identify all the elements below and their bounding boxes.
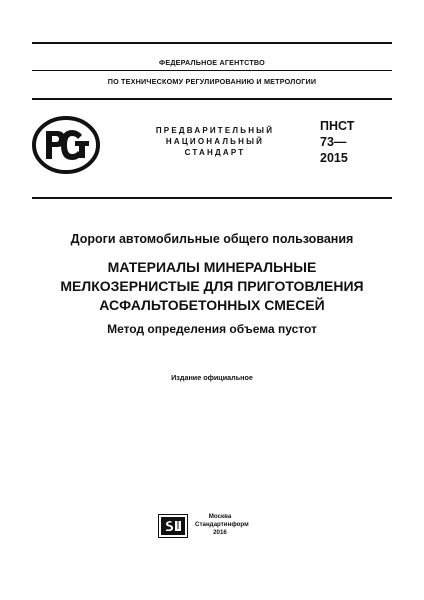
main-title-line-2: МЕЛКОЗЕРНИСТЫЕ ДЛЯ ПРИГОТОВЛЕНИЯ	[60, 278, 364, 294]
main-title-line-3: АСФАЛЬТОБЕТОННЫХ СМЕСЕЙ	[99, 297, 325, 313]
publisher-name: Стандартинформ	[195, 521, 249, 528]
top-rule	[32, 42, 392, 44]
main-title-line-1: МАТЕРИАЛЫ МИНЕРАЛЬНЫЕ	[107, 259, 317, 275]
publisher-city: Москва	[208, 513, 232, 520]
publisher-year: 2016	[213, 529, 227, 536]
agency-line-1: ФЕДЕРАЛЬНОЕ АГЕНТСТВО	[159, 58, 265, 67]
edition-label: Издание официальное	[171, 373, 253, 382]
document-subtitle: Дороги автомобильные общего пользования	[70, 232, 354, 246]
standard-type-line-3: СТАНДАРТ	[184, 148, 246, 157]
standard-code-line-3: 2015	[320, 151, 348, 165]
header-bottom-rule	[32, 98, 392, 100]
standard-code	[320, 118, 354, 166]
agency-divider	[32, 70, 392, 71]
si-publisher-logo-icon	[158, 514, 188, 538]
agency-line-2: ПО ТЕХНИЧЕСКОМУ РЕГУЛИРОВАНИЮ И МЕТРОЛОГИИ	[107, 77, 317, 86]
standard-code-line-1: ПНСТ	[320, 119, 355, 133]
standard-code-line-2: 73—	[320, 135, 347, 149]
standard-type	[140, 125, 290, 158]
method-title: Метод определения объема пустот	[107, 322, 317, 336]
rst-circle-logo-icon	[32, 115, 100, 175]
standard-type-line-1: ПРЕДВАРИТЕЛЬНЫЙ	[155, 126, 275, 135]
standard-type-line-2: НАЦИОНАЛЬНЫЙ	[165, 137, 265, 146]
publisher-info	[195, 513, 249, 537]
standard-block-bottom-rule	[32, 197, 392, 199]
document-main-title	[20, 258, 404, 315]
